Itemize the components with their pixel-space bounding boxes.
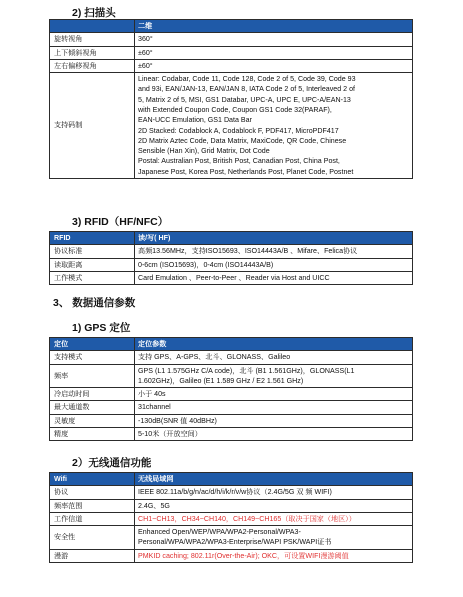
code-line: Linear: Codabar, Code 11, Code 128, Code 2 of 5, Code 39, Code 93 (138, 75, 356, 84)
header-key-cell: RFID (50, 232, 135, 245)
table-row (50, 512, 413, 525)
header-value-cell: 读/写( HF) (135, 232, 413, 245)
row-key: 支持模式 (50, 351, 135, 364)
row-value (135, 351, 413, 364)
table-row (50, 271, 413, 284)
row-value-line: 31channel (138, 403, 171, 412)
section-heading-rfid: 3) RFID（HF/NFC） (72, 216, 169, 228)
table-row (50, 33, 413, 46)
section-heading-data-comm: 3、 数据通信参数 (53, 297, 136, 309)
table-row (50, 549, 413, 562)
row-key: 冷启动时间 (50, 388, 135, 401)
header-value-cell: 定位参数 (135, 338, 413, 351)
row-key: 漫游 (50, 549, 135, 562)
row-value-highlighted (135, 512, 413, 525)
header-key-cell: 定位 (50, 338, 135, 351)
code-line: 2D Matrix Aztec Code, Data Matrix, MaxiCode, QR Code, Chinese (138, 136, 347, 145)
row-key: 精度 (50, 427, 135, 440)
row-value (135, 427, 413, 440)
row-value-line: 5-10米（开放空间） (138, 429, 202, 438)
row-value-line: -130dB(SNR 值 40dBHz) (138, 416, 217, 425)
table-row (50, 414, 413, 427)
table-header-row (50, 232, 413, 245)
table-row (50, 245, 413, 258)
row-key: 旋转视角 (50, 33, 135, 46)
code-line: with Extended Coupon Code, Coupon GS1 Code 32(PARAF), (138, 105, 332, 114)
row-key: 灵敏度 (50, 414, 135, 427)
table-row (50, 499, 413, 512)
row-value-line: 小于 40s (138, 390, 166, 399)
table-row (50, 46, 413, 59)
row-value-line: 支持 GPS、A-GPS、北斗、GLONASS、Galileo (138, 353, 291, 362)
row-value-line: IEEE 802.11a/b/g/n/ac/d/h/i/k/r/v/w协议（2.4G/5G 双 频 WIFI) (138, 488, 332, 497)
table-row (50, 364, 413, 388)
row-key: 读取距离 (50, 258, 135, 271)
row-value (135, 414, 413, 427)
row-key: 频率 (50, 364, 135, 388)
table-row (50, 258, 413, 271)
section-heading-scanner: 2) 扫描头 (72, 7, 116, 19)
row-value (135, 499, 413, 512)
row-value-highlighted (135, 549, 413, 562)
section-heading-wireless: 2）无线通信功能 (72, 457, 152, 469)
wifi-spec-table (49, 472, 413, 563)
header-key-cell (50, 20, 135, 33)
row-value (135, 486, 413, 499)
row-value (135, 364, 413, 388)
row-value-line: GPS (L1 1.575GHz C/A code)，北斗 (B1 1.561GHz)，GLONASS(L1 (138, 366, 355, 375)
row-value-line: 1.602GHz)，Galileo (E1 1.589 GHz / E2 1.561 GHz) (138, 376, 304, 385)
row-value: 高频13.56MHz，支持ISO15693、ISO14443A/B 、Mifare、Felica协议 (135, 245, 413, 258)
table-row (50, 73, 413, 179)
code-line: Japanese Post, Korea Post, Netherlands Post, Planet Code, Postnet (138, 167, 354, 176)
code-line: and 93i, EAN/JAN-13, EAN/JAN 8, IATA Code 2 of 5, Interleaved 2 of (138, 85, 355, 94)
table-row (50, 401, 413, 414)
code-line: EAN-UCC Emulation, GS1 Data Bar (138, 116, 252, 125)
table-row (50, 59, 413, 72)
table-row (50, 388, 413, 401)
row-value (135, 526, 413, 550)
row-key: 最大通道数 (50, 401, 135, 414)
code-line: Sensible (Han Xin), Grid Matrix, Dot Code (138, 147, 270, 156)
row-key: 工作信道 (50, 512, 135, 525)
row-value: 360° (135, 33, 413, 46)
row-value-line: CH1~CH13，CH34~CH140，CH149~CH165（取决于国家（地区）） (138, 514, 356, 523)
header-key-cell: Wifi (50, 473, 135, 486)
row-value: ±60° (135, 59, 413, 72)
row-value: ±60° (135, 46, 413, 59)
row-key: 协议标准 (50, 245, 135, 258)
row-key: 上下倾斜视角 (50, 46, 135, 59)
row-key: 协议 (50, 486, 135, 499)
row-value (135, 401, 413, 414)
row-key: 支持码制 (50, 73, 135, 179)
row-key: 安全性 (50, 526, 135, 550)
row-value-line: Personal/WPA/WPA2/WPA3-Enterprise/WAPI PSK/WAPI证书 (138, 538, 332, 547)
row-key: 左右偏移视角 (50, 59, 135, 72)
header-value-cell: 无线局域网 (135, 473, 413, 486)
row-value: 0-6cm (ISO15693)，0-4cm (ISO14443A/B) (135, 258, 413, 271)
row-key: 工作模式 (50, 271, 135, 284)
table-row (50, 351, 413, 364)
code-line: 5, Matrix 2 of 5, MSI, GS1 Databar, UPC-A, UPC E, UPC-A/EAN-13 (138, 95, 351, 104)
row-value-line: Enhanced Open/WEP/WPA/WPA2-Personal/WPA3- (138, 528, 301, 537)
table-row (50, 427, 413, 440)
gps-spec-table (49, 337, 413, 441)
table-row (50, 526, 413, 550)
row-value-line: 2.4G、5G (138, 501, 170, 510)
table-row (50, 486, 413, 499)
section-heading-gps: 1) GPS 定位 (72, 322, 131, 334)
scanner-spec-table (49, 19, 413, 179)
code-line: 2D Stacked: Codablock A, Codablock F, PDF417, MicroPDF417 (138, 126, 339, 135)
row-key: 频率范围 (50, 499, 135, 512)
row-value (135, 388, 413, 401)
row-value-line: PMKID caching; 802.11r(Over-the-Air); OKC，可设置WIFI漫游阈值 (138, 551, 349, 560)
header-value-cell: 二维 (135, 20, 413, 33)
table-header-row (50, 338, 413, 351)
supported-codes-cell (135, 73, 413, 179)
table-header-row (50, 473, 413, 486)
row-value: Card Emulation 、Peer-to-Peer 、Reader via Host and UICC (135, 271, 413, 284)
table-header-row (50, 20, 413, 33)
rfid-spec-table (49, 231, 413, 285)
code-line: Postal: Australian Post, British Post, Canadian Post, China Post, (138, 157, 340, 166)
